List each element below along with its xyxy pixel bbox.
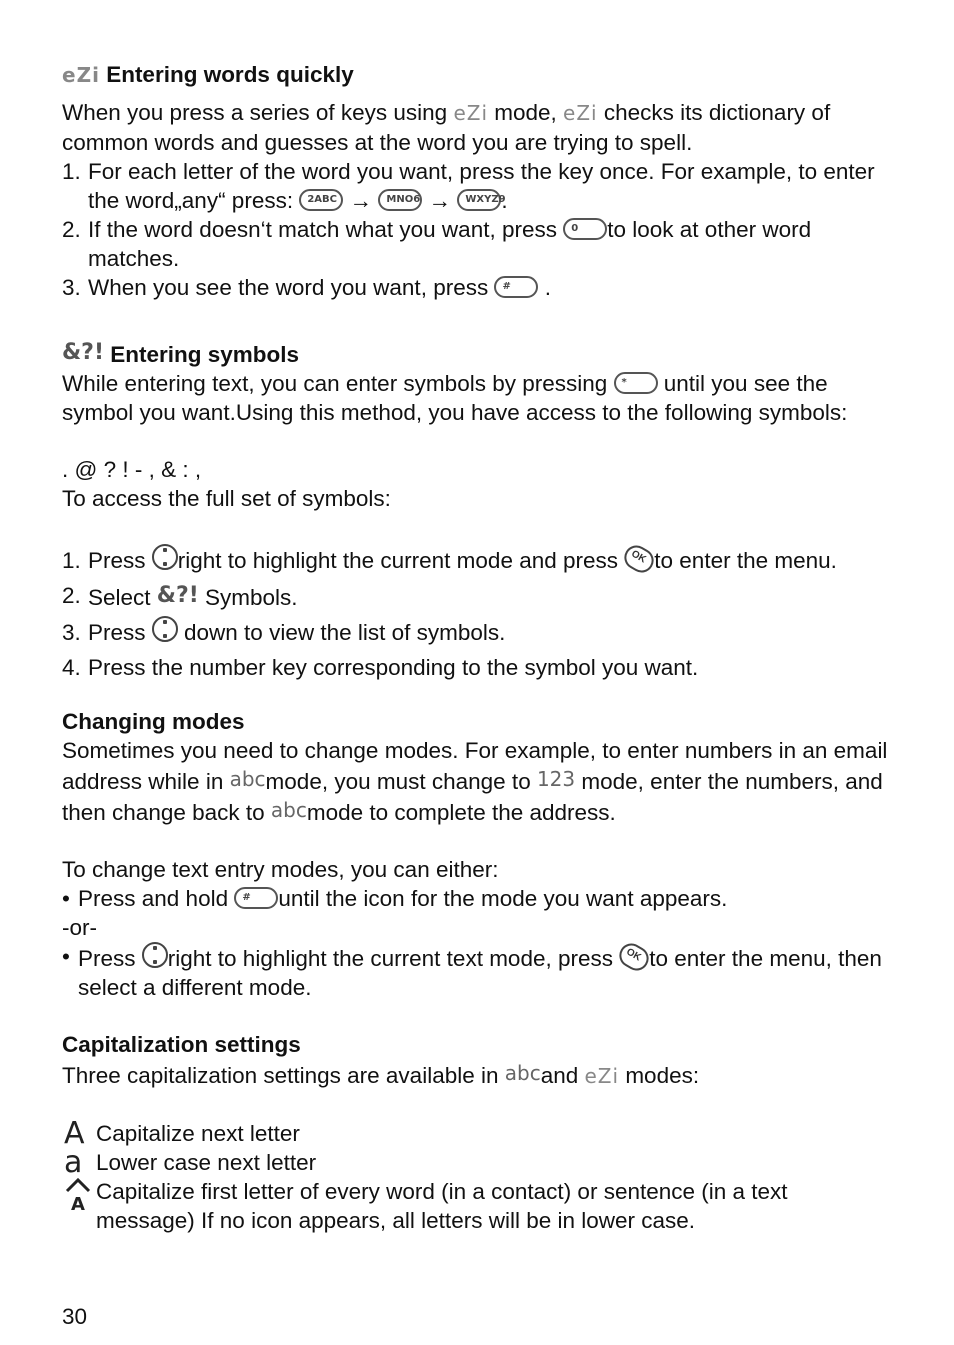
bullet-icon: • xyxy=(62,886,70,911)
arrow-icon: → xyxy=(349,188,373,213)
key-hash-icon: # xyxy=(494,276,538,298)
symbols-step-3 xyxy=(62,615,892,650)
ezi-step-3 xyxy=(62,273,892,302)
ezi-step-2 xyxy=(62,215,892,273)
full-set-text: To access the full set of symbols: xyxy=(62,486,391,511)
step-number: 1. xyxy=(62,548,81,573)
caps-option-lower xyxy=(62,1145,892,1180)
svg-text:A: A xyxy=(71,1194,85,1213)
ezi-intro-text-c: checks its dictionary of common words and guesses at the word you are trying to spell. xyxy=(62,100,831,155)
symbols-step-4 xyxy=(62,650,892,685)
symbols-intro-b: until you see the symbol you want.Using this method, you have access to the following symbols: xyxy=(62,371,848,425)
section-heading-symbols xyxy=(62,338,892,369)
abc-mode-icon: abc xyxy=(229,767,266,791)
key-2-icon: 2ABC xyxy=(299,189,343,211)
caps-option-text: Capitalize first letter of every word (in a contact) or sentence (in a text message) If no icon appears, all letters will be in lower case. xyxy=(96,1179,788,1233)
caps-option-text: Capitalize next letter xyxy=(96,1121,300,1146)
section-heading-modes: Changing modes xyxy=(62,709,245,734)
key-star-icon: * xyxy=(614,372,658,394)
step-text: When you see the word you want, press xyxy=(88,275,495,300)
step-number: 1. xyxy=(62,159,81,184)
ezi-icon: eZi xyxy=(563,101,598,125)
step-text-b: to look at other word matches. xyxy=(88,217,812,271)
sentence-case-icon-graphic xyxy=(64,1177,92,1213)
symbol-list: . @ ? ! - , & : , xyxy=(62,457,202,482)
step-number: 3. xyxy=(62,620,81,645)
modes-paragraph xyxy=(62,736,892,827)
key-9-icon: WXYZ9 xyxy=(457,189,501,211)
bullet-icon: • xyxy=(62,944,70,969)
section-heading-ezi xyxy=(62,60,892,90)
arrow-icon: → xyxy=(428,188,452,213)
ezi-intro-text-a: When you press a series of keys using xyxy=(62,100,454,125)
ezi-step-1 xyxy=(62,157,892,215)
caps-text-c: modes: xyxy=(619,1063,700,1088)
symbols-intro-a: While entering text, you can enter symbols by pressing xyxy=(62,371,614,396)
symbols-intro xyxy=(62,369,892,427)
step-text-end: . xyxy=(544,275,551,300)
step-text: Press xyxy=(88,548,152,573)
modes-text-c: mode, enter the numbers, and then change back to xyxy=(62,769,883,825)
caps-text-a: Three capitalization settings are available in xyxy=(62,1063,505,1088)
step-text: Press the number key corresponding to the symbol you want. xyxy=(88,655,699,680)
key-6-icon: MNO6 xyxy=(378,189,422,211)
navigation-key-icon xyxy=(152,616,178,642)
step-text-b: right to highlight the current mode and press xyxy=(177,548,625,573)
step-text: Press xyxy=(88,620,152,645)
modes-bullet-1 xyxy=(62,884,892,913)
symbols-icon: &?! xyxy=(62,340,104,365)
section-heading-caps: Capitalization settings xyxy=(62,1032,301,1057)
symbols-step-2 xyxy=(62,578,892,615)
ezi-icon: eZi xyxy=(453,101,488,125)
caps-text-b: and xyxy=(540,1063,585,1088)
lowercase-a-icon: a xyxy=(64,1145,83,1180)
ok-key-icon: OK xyxy=(615,939,653,975)
manual-page xyxy=(62,60,892,1235)
modes-bullet-2 xyxy=(62,942,892,1002)
bullet-text: Press and hold xyxy=(78,886,235,911)
modes-either: To change text entry modes, you can either: xyxy=(62,857,499,882)
step-text: If the word doesn‘t match what you want, press xyxy=(88,217,564,242)
key-hash-icon: # xyxy=(234,887,278,909)
caps-option-text: Lower case next letter xyxy=(96,1150,317,1175)
navigation-key-icon xyxy=(152,544,178,570)
ezi-heading-text: Entering words quickly xyxy=(106,62,354,87)
bullet-text-b: until the icon for the mode you want appears. xyxy=(278,886,728,911)
capital-a-icon: A xyxy=(64,1116,85,1151)
step-text: For each letter of the word you want, press the key once. For example, to enter the word„any“ press: xyxy=(88,159,875,213)
step-text-c: to enter the menu. xyxy=(654,548,837,573)
ezi-icon: eZi xyxy=(584,1064,620,1088)
abc-mode-icon: abc xyxy=(504,1061,541,1085)
numeric-mode-icon: 123 xyxy=(536,767,576,791)
step-number: 2. xyxy=(62,583,81,608)
caps-option-sentence xyxy=(62,1177,892,1235)
modes-text-b: mode, you must change to xyxy=(265,769,537,794)
symbols-heading-text: Entering symbols xyxy=(110,342,300,367)
caps-option-upper xyxy=(62,1116,892,1151)
step-number: 2. xyxy=(62,217,81,242)
bullet-text-b: right to highlight the current text mode, press xyxy=(167,946,620,971)
step-number: 4. xyxy=(62,655,81,680)
step-number: 3. xyxy=(62,275,81,300)
modes-text-d: mode to complete the address. xyxy=(306,800,616,825)
ezi-intro xyxy=(62,98,892,157)
step-text: Select xyxy=(88,585,157,610)
symbols-step-1 xyxy=(62,543,892,578)
symbols-icon: &?! xyxy=(156,583,199,608)
ok-key-icon: OK xyxy=(620,541,658,577)
key-0-icon: 0 xyxy=(563,218,607,240)
modes-or: -or- xyxy=(62,915,97,940)
sentence-case-icon xyxy=(64,1177,92,1221)
abc-mode-icon: abc xyxy=(270,798,307,822)
step-text-end: . xyxy=(501,188,508,213)
modes-text-a: Sometimes you need to change modes. For example, to enter numbers in an email address while in xyxy=(62,738,888,794)
caps-paragraph xyxy=(62,1059,892,1091)
bullet-text-c: to enter the menu, then select a different mode. xyxy=(78,946,882,1000)
page-number: 30 xyxy=(62,1304,88,1329)
ezi-intro-text-b: mode, xyxy=(488,100,564,125)
ezi-icon: eZi xyxy=(62,63,100,87)
navigation-key-icon xyxy=(142,942,168,968)
step-text-b: Symbols. xyxy=(198,585,298,610)
step-text-b: down to view the list of symbols. xyxy=(177,620,506,645)
bullet-text: Press xyxy=(78,946,142,971)
